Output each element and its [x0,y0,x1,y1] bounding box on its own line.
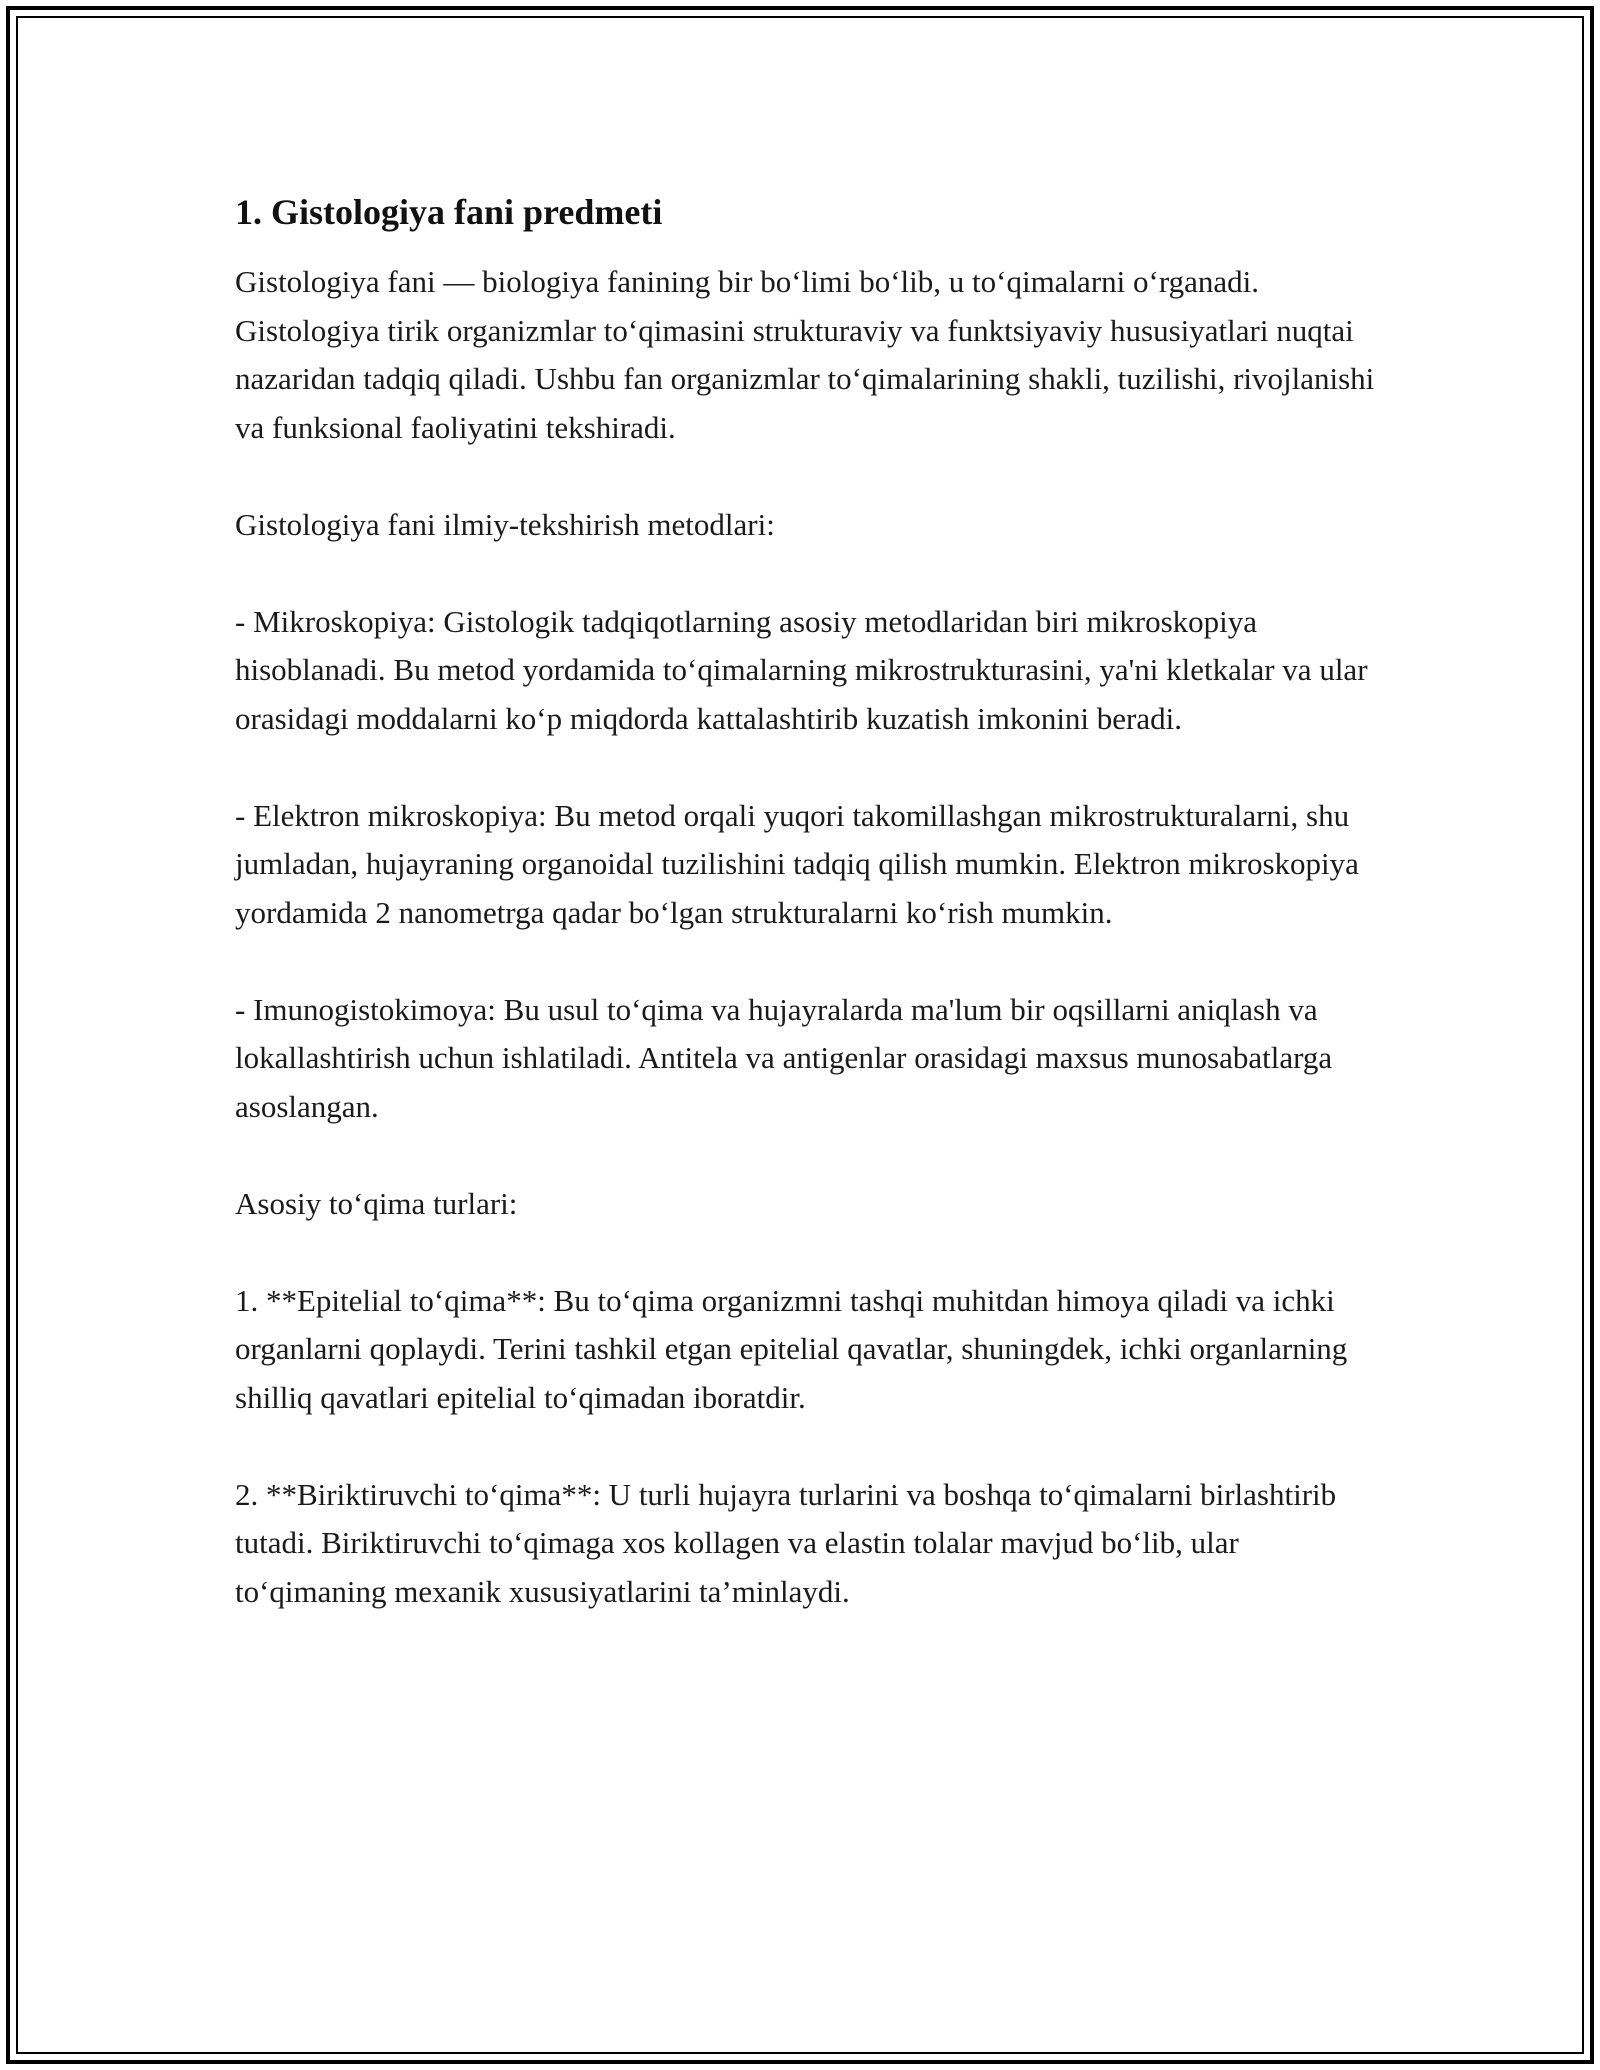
paragraph-connective-tissue: 2. **Biriktiruvchi to‘qima**: U turli hujayra turlarini va boshqa to‘qimalarni birlashtirib tutadi. Biriktiruvchi to‘qimaga xos kollagen va elastin tolalar mavjud bo‘lib, ular to‘qimaning mexanik xususiyatlarini ta’minlaydi. [235,1476,1337,1609]
paragraph-microscopy: - Mikroskopiya: Gistologik tadqiqotlarning asosiy metodlaridan biri mikroskopiya hisoblanadi. Bu metod yordamida to‘qimalarning mikrostrukturasini, ya'ni kletkalar va ular orasidagi moddalarni ko‘p miqdorda kattalashtirib kuzatish imkonini beradi. [235,603,1368,736]
paragraph-epithelial-tissue: 1. **Epitelial to‘qima**: Bu to‘qima organizmni tashqi muhitdan himoya qiladi va ichki organlarni qoplaydi. Terini tashkil etgan epitelial qavatlar, shuningdek, ichki organlarning shilliq qavatlari epitelial to‘qimadan iboratdir. [235,1282,1348,1415]
document-body [235,188,1375,1665]
paragraph-tissue-types-heading: Asosiy to‘qima turlari: [235,1185,518,1221]
page-title: 1. Gistologiya fani predmeti [235,192,663,232]
paragraph-intro: Gistologiya fani — biologiya fanining bir bo‘limi bo‘lib, u to‘qimalarni o‘rganadi. Gistologiya tirik organizmlar to‘qimasini strukturaviy va funktsiyaviy hususiyatlari nuqtai nazaridan tadqiq qiladi. Ushbu fan organizmlar to‘qimalarining shakli, tuzilishi, rivojlanishi va funksional faoliyatini tekshiradi. [235,264,1375,445]
paragraph-immunohistochemistry: - Imunogistokimoya: Bu usul to‘qima va hujayralarda ma'lum bir oqsillarni aniqlash va lokallashtirish uchun ishlatiladi. Antitela va antigenlar orasidagi maxsus munosabatlarga asoslangan. [235,991,1333,1124]
paragraph-electron-microscopy: - Elektron mikroskopiya: Bu metod orqali yuqori takomillashgan mikrostrukturalarni, shu jumladan, hujayraning organoidal tuzilishini tadqiq qilish mumkin. Elektron mikroskopiya yordamida 2 nanometrga qadar bo‘lgan strukturalarni ko‘rish mumkin. [235,797,1359,930]
paragraph-methods-heading: Gistologiya fani ilmiy-tekshirish metodlari: [235,506,775,542]
